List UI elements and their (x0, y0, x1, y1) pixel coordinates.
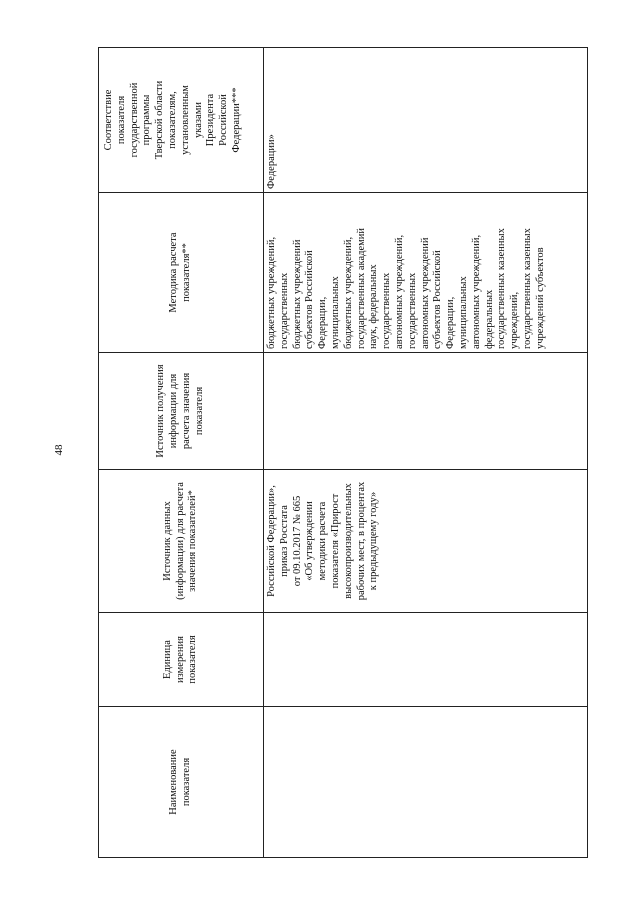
header-info-source: Источник получения информации для расчета значения показателя (99, 353, 264, 470)
cell-unit (264, 613, 588, 707)
header-data-source: Источник данных (информации) для расчета значения показателей* (99, 470, 264, 613)
cell-indicator-name (264, 707, 588, 858)
table-row (264, 48, 588, 858)
cell-info-source (264, 353, 588, 470)
page-number: 48 (53, 444, 65, 456)
cell-correspondence: Федерации» (264, 48, 588, 193)
indicator-table (98, 47, 588, 858)
header-unit: Единица измерения показателя (99, 613, 264, 707)
table-header-row (99, 48, 264, 858)
header-methodology: Методика расчета показателя** (99, 193, 264, 353)
cell-methodology: бюджетных учреждений, государственных бюджетных учреждений субъектов Российской Федерации, муниципальных бюджетных учреждений, государственных академий наук, федеральных государственных автономных учреждений, государственных автономных учреждений субъектов Российской Федерации, муниципальных автономных учреждений, федеральных государственных казенных учреждений, государственных казенных учреждений субъектов (264, 193, 588, 353)
header-correspondence: Соответствие показателя государственной программы Тверской области показателям, установленным указами Президента Российской Федерации*** (99, 48, 264, 193)
header-indicator-name: Наименование показателя (99, 707, 264, 858)
cell-data-source: Российской Федерации», приказ Росстата от 09.10.2017 № 665 «Об утверждении методики расчета показателя «Прирост высокопроизводительных рабочих мест, в процентах к предыдущему году» (264, 470, 588, 613)
rotated-table-container (98, 48, 588, 858)
